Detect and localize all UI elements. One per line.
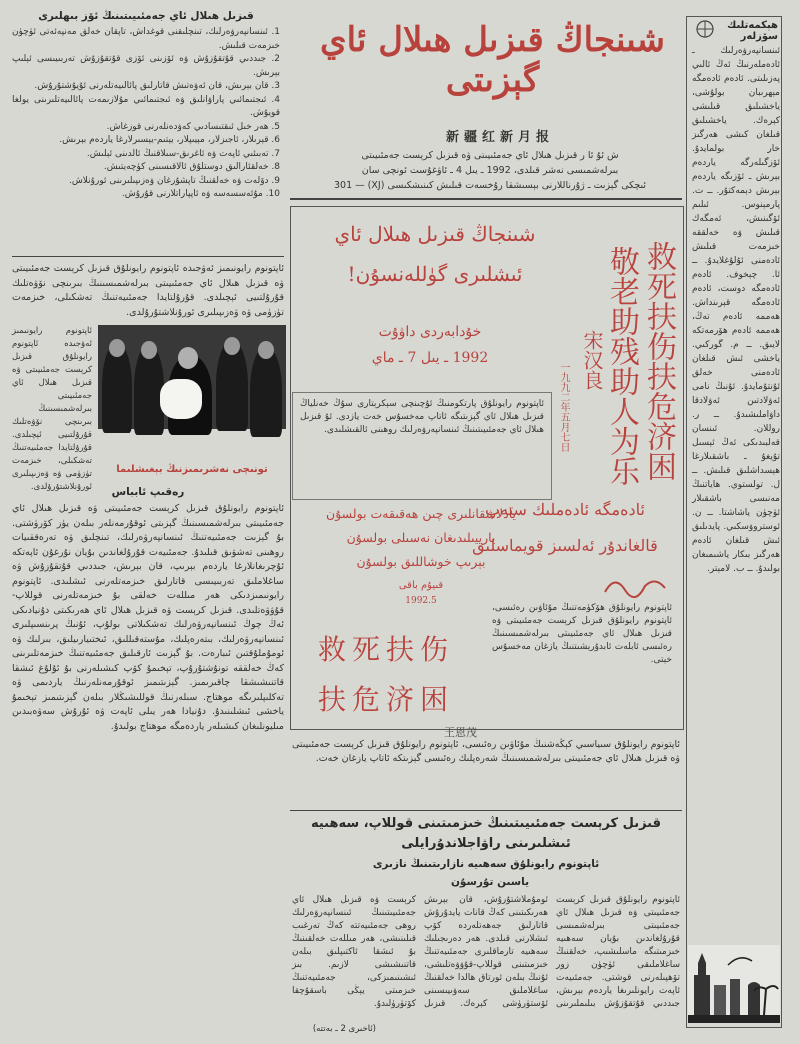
inscription-note: ئاپتونوم رايونلۇق پارتكومنىڭ ئۇچىنچى سېكرېتارى سۇڭ خەنلياڭ قىزىل ھىلال ئاي گېزىتىگە ئاتاپ مەخسۇس خەت يازدى. ئۇ قىزىل ھىلال ئاي جەمئىيىتىنىڭ ئىنسانپەرۋەرلىك روھىنى ئالقىشلىدى. xyxy=(300,399,544,435)
chinese-calligraphy: 救死扶伤 xyxy=(318,633,455,666)
inscription-calligraphy: ئادەمگە ئادەملىك ستەپ xyxy=(485,500,645,519)
inscription-calligraphy: ئىشلىرى گۈللەنسۇن! xyxy=(347,262,523,286)
article-subheadline: ئاپتونوم رايونلۇق سەھىيە نازارىتىنىڭ نازىرى xyxy=(372,858,600,870)
chinese-signature: 王恩茂 xyxy=(444,726,477,739)
section-divider xyxy=(12,256,284,257)
inscription-date: 1992 ـ يىل 7 ـ ماي xyxy=(371,350,489,366)
principle-item: 6. قېرىلار، ئاجىزلار، مېيىپلار، يېتىم-يېسىرلارغا ياردەم بېرىش. xyxy=(59,135,280,145)
principle-item: 2. جىددىي قۇتقۇزۇش ۋە ئۆزىنى ئۆزى قۇتقۇزۇش تەربىيىسى ئېلىپ بېرىش. xyxy=(12,54,280,78)
article-author: ياسىن تۇرسۇن xyxy=(450,876,530,888)
masthead-subtitle-chinese: 新疆红新月报 xyxy=(445,130,554,145)
principle-item: 8. خەلقئارالىق دوستلۇق ئالاقىسىنى كۈچەيتىش. xyxy=(103,162,280,172)
principle-item: 4. ئىجتىمائىي پاراۋانلىق ۋە ئىجتىمائىي مۇلازىمەت پائالىيەتلىرىنى يولغا قويۇش. xyxy=(12,94,280,118)
inscription-calligraphy: شىنجاڭ قىزىل ھىلال ئاي xyxy=(334,222,536,246)
article-headline: ئىشلىرىنى راۋاجلاندۇرايلى xyxy=(401,836,571,851)
principles-heading: قىزىل ھىلال ئاي جەمئىيىتىنىڭ ئۆز بىھلىرى xyxy=(38,10,254,22)
chinese-calligraphy: 扶危济困 xyxy=(318,683,455,716)
inscription-calligraphy: قالغاندۇر ئەلسىز قويماسلىق xyxy=(472,536,658,555)
quotes-heading: ھېكمەتلىك سۆزلەر xyxy=(727,20,778,42)
quotes-text: ئىنسانپەرۋەرلىك ـ ئادەملەرنىڭ ئەڭ ئالىي پەزىلىتى. ئادەم ئادەمگە مېھرىبان بولۇشى، ياخشىلىق قىلىشى كېرەك. ياخشىلىق قىلغان كىشى ھەرگىز خار بولمايدۇ. ئۆزگىلەرگە ياردەم بېرىش ـ ئۆزىگە ياردەم بېرىش دېمەكتۇر. ــ ت. پارمېنوس. ئىلىم ئۆگىنىش، ئەمگەك قىلىش ۋە خەلققە خىزمەت قىلىش ئادەمنى ئۇلۇغلايدۇ. ــ ئا. چېخوف. ئادەم ئادەمگە دوست، ئادەم ئادەمگە قېرىنداش. ھەممە ئادەم تەڭ، ھەممە ئادەم ھۆرمەتكە لايىق. ــ م. گوركىي. ياخشى ئىش قىلغان ئادەمنى خەلق ئۇنتۇمايدۇ. ئۇنىڭ نامى ئەۋلادتىن ئەۋلادقا داۋاملىشىدۇ. ــ ر. روللان. ئىنسان قەلبىدىكى ئەڭ ئېسىل تۇيغۇ ـ باشقىلارغا ھېسداشلىق قىلىش. ــ ل. تولستوي. ھاياتنىڭ مەنىسى باشقىلار ئۈچۈن ياشاشتا. ــ ن. ئوستروۋسكىي. پايدىلىق ئىش قىلغان ئادەم ھەرگىز بىكار ياشىمىغان بولىدۇ. ــ ب. لامېتر. xyxy=(692,46,780,574)
quotes-ornament-icon xyxy=(694,18,716,40)
principles-list xyxy=(12,26,280,202)
article-author: رەقىپ ئابباس xyxy=(111,486,185,498)
publication-info xyxy=(295,148,685,193)
inscription-note: ئاپتونوم رايونلۇق ھۆكۈمەتنىڭ مۇئاۋىن رەئىسى، ئاپتونوم رايونلۇق قىزىل كرېست جەمئىيىتى ۋە قىزىل ھىلال ئاي جەمئىيىتى بىرلەشمىسىنىڭ رەئىسى ئابلەت ئابدۇرېشىتنىڭ يازغان مەخسۇس خېتى. xyxy=(492,603,672,665)
signature-flourish xyxy=(600,572,670,602)
inscription-calligraphy: بېرىپ خوشاللىق بولسۇن xyxy=(356,554,486,569)
inscription-calligraphy: يارىيىلىدىغان نەسىلى بولسۇن xyxy=(346,530,496,545)
article-headline: قىزىل كرېست جەمئىيىتىنىڭ خىزمىتىنى قوللاپ، سەھىيە xyxy=(310,816,662,831)
masthead-title: شىنجاڭ قىزىل ھىلال ئاي گېزىتى xyxy=(320,20,665,100)
section-divider xyxy=(290,810,682,811)
principles-section xyxy=(12,10,280,202)
photo-caption: تونىچى نەشرىمىزنىڭ بېغىشلىما xyxy=(116,464,268,475)
principle-item: 9. دۆلەت ۋە خەلقنىڭ تاپشۇرغان ۋەزىپىلىرىنى ئورۇنلاش. xyxy=(68,175,280,186)
principle-item: 5. ھەر خىل ئىقتىسادىي كەۋدەنلەرنى قوزغاش. xyxy=(106,121,280,132)
principle-item: 7. تەبىئىي ئاپەت ۋە ئاغرىق-سىلاقنىڭ ئالدىنى ئېلىش. xyxy=(86,148,280,159)
chinese-signature-date: 一九九二年五月七日 xyxy=(558,362,569,452)
chinese-inscription-text: 救死扶伤扶危济困 xyxy=(641,241,676,481)
inscription-note: ئاپتونوم رايونلۇق سىياسىي كېڭەشنىڭ مۇئاۋىن رەئىسى، ئاپتونوم رايونلۇق قىزىل كرېست جەمئىيىتى ۋە قىزىل ھىلال ئاي جەمئىيىتى بىرلەشمىسىنىڭ شەرەپلىك رەئىسى گېزىتكە ئاتاپ يازغان خەت. xyxy=(292,739,680,764)
publication-info-line: بىرلەشمىسى نەشر قىلدى، 1992 ـ يىل 4 ـ ئاۋغۇست ئونچى سان xyxy=(361,165,619,176)
inscription-signature: خۇدابەردى داۋۇت xyxy=(378,324,482,340)
chinese-inscription-col1 xyxy=(640,216,676,506)
masthead-rule xyxy=(290,198,682,200)
chinese-inscription-col2 xyxy=(602,226,638,506)
inscription-calligraphy: يادلاشقانلىرى چىن ھەقىقەت بولسۇن xyxy=(326,506,516,521)
inscription-date: 1992.5 xyxy=(405,596,437,606)
health-article-body: ئاپتونوم رايونلۇق قىزىل كرېست جەمئىيىتى ۋە قىزىل ھىلال ئاي جەمئىيىتى بىرلەشمىسى قۇرۇلغاندىن بۇيان سەھىيە خىزمىتىگە ماسلىشىپ، خەلقنىڭ ساغلاملىقى ئۈچۈن زور تۆھپىلەرنى قوشتى. جەمئىيەت ئاپەت رايونلىرىغا ياردەم بېرىش، جىددىي قۇتقۇزۇش بىلىملىرىنى ئومۇملاشتۇرۇش، قان بېرىش ھەرىكىتىنى كەڭ قانات يايدۇرۇش قاتارلىق جەھەتلەردە كۆپ ئىشلارنى قىلدى. ھەر دەرىجىلىك سەھىيە تارماقلىرى جەمئىيەتنىڭ خىزمىتىنى قوللاپ-قۇۋۋەتلىشى، ئۇنىڭ بىلەن ئورتاق ھالدا خەلقنىڭ ساغلاملىق سەۋىيىسىنى ئۆستۈرۈشى كېرەك. قىزىل كرېست ۋە قىزىل ھىلال ئاي جەمئىيىتىنىڭ ئىنسانپەرۋەرلىك روھى جەمئىيەتتە كەڭ تەرغىب قىلىنىشى، ھەر مىللەت خەلقىنىڭ بۇ ئىشقا ئاكتىپلىق بىلەن قاتنىشىشى لازىم. بىز ئىشىنىمىزكى، جەمئىيەتنىڭ خىزمىتى يېڭى باسقۇچقا كۆتۈرۈلىدۇ. xyxy=(292,895,680,1009)
chinese-inscription-text: 敬老助残助人为乐 xyxy=(604,246,639,486)
congress-photo xyxy=(98,325,286,429)
founding-intro-continued: ئاپتونوم رايونىمىز ئەۋجىدە ئاپتونوم رايونلۇق قىزىل كرېست جەمئىيىتى ۋە قىزىل ھىلال ئاي جەمئىيىتى بىرلەشمىسىنىڭ بىرىنچى نۆۋەتلىك قۇرۇلتىيى ئېچىلدى. قۇرۇلتايدا جەمئىيەتنىڭ تەشكىلى، خىزمەت تۈزۈمى ۋە ۋەزىپىلىرى ئورۇنلاشتۇرۇلدى. xyxy=(12,326,92,492)
chinese-signature: 宋汉良 xyxy=(580,330,604,390)
publication-info-line: ئىچكى گېزىت ـ ژۇرناللارنى بېسىشقا رۇخسەت قىلىش كىنىشكىسى (XJ) — 301 xyxy=(334,180,646,191)
continued-note: (ئاخىرى 2 ـ بەتتە) xyxy=(312,1024,376,1034)
principle-item: 1. ئىنسانپەرۋەرلىك، تىنچلىقنى قوغداش، تاپقان خەلق مەنپەئەتى ئۈچۈن خىزمەت قىلىش. xyxy=(12,27,280,51)
inscription-signature: قىيۇم باقى xyxy=(398,580,444,591)
publication-info-line: ش ئۇ ئا ر قىزىل ھىلال ئاي جەمئىيىتى ۋە قىزىل كرېست جەمئىيىتى xyxy=(361,150,619,161)
principle-item: 3. قان بېرىش، قان ئەۋەتىش قاتارلىق پائالىيەتلەرنى ئۇيۇشتۇرۇش. xyxy=(34,81,280,91)
principle-item: 10. مۇئەسسەسە ۋە ئاپپاراتلارنى قۇرۇش. xyxy=(121,189,280,199)
editorial-article: ئاپتونوم رايونلۇق قىزىل كرېست جەمئىيىتى ۋە قىزىل ھىلال ئاي جەمئىيىتى بىرلەشمىسىنىڭ گېزىتى ئوقۇرمەنلەر بىلەن يۈز كۆرۈشتى. بۇ گېزىت جەمئىيەتنىڭ ئىنسانپەرۋەرلىك، تىنچلىق ۋە تەرەققىيات روھىنى تەشۋىق قىلىدۇ. جەمئىيەت قۇرۇلغاندىن بۇيان نۇرغۇن ئاپەتكە ئۇچرىغانلارغا ياردەم بېرىپ، قان بېرىش، جىددىي قۇتقۇزۇش ۋە ساغلاملىق تەربىيىسى قاتارلىق خىزمەتلەرنى ئىشلىدى. ئاپتونوم رايونىمىزدىكى ھەر مىللەت خەلقى بۇ خىزمەتلەرنى قوللاپ-قۇۋۋەتلىدى. قىزىل كرېست ۋە قىزىل ھىلال ئاي ھەرىكىتى دۇنيادىكى ئەڭ چوڭ ئىنسانپەرۋەرلىك تەشكىلاتى بولۇپ، ئۇنىڭ پرىنسىپلىرى ئىنسانپەرۋەرلىك، بىتەرەپلىك، مۇستەقىللىق، ئىختىيارىيلىق، بىرلىك ۋە ئومۇملۇقتىن ئىبارەت. بۇ گېزىت ئارقىلىق جەمئىيەتنىڭ خىزمەتلىرىنى كەڭ خەلققە تونۇشتۇرۇپ، تېخىمۇ كۆپ كىشىلەرنى بۇ ئۇلۇغ ئىشقا قاتنىشىشقا چاقىرىمىز. گېزىتىمىز ئوقۇرمەنلەرنىڭ ياردىمى ۋە تەكلىپلىرىگە موھتاج. سىلەرنىڭ قوللىشىڭلار بىلەن گېزىتىمىز تېخىمۇ ياخشى ئىشلىنىدۇ. دۇنيادا ھەر يىلى ئاپەت ۋە ئۇرۇش سەۋەبىدىن مىليونلىغان كىشىلەر ياردەمگە موھتاج بولىدۇ. xyxy=(12,503,284,732)
founding-intro: ئاپتونوم رايونىمىز ئەۋجىدە ئاپتونوم رايونلۇق قىزىل كرېست جەمئىيىتى ۋە قىزىل ھىلال ئاي جەمئىيىتى بىرلەشمىسىنىڭ بىرىنچى نۆۋەتلىك قۇرۇلتىيى ئېچىلدى. قۇرۇلتايدا جەمئىيەتنىڭ تەشكىلى، خىزمەت تۈزۈمى ۋە ۋەزىپىلىرى ئورۇنلاشتۇرۇلدى. xyxy=(12,263,284,318)
city-skyline-illustration xyxy=(688,945,780,1023)
